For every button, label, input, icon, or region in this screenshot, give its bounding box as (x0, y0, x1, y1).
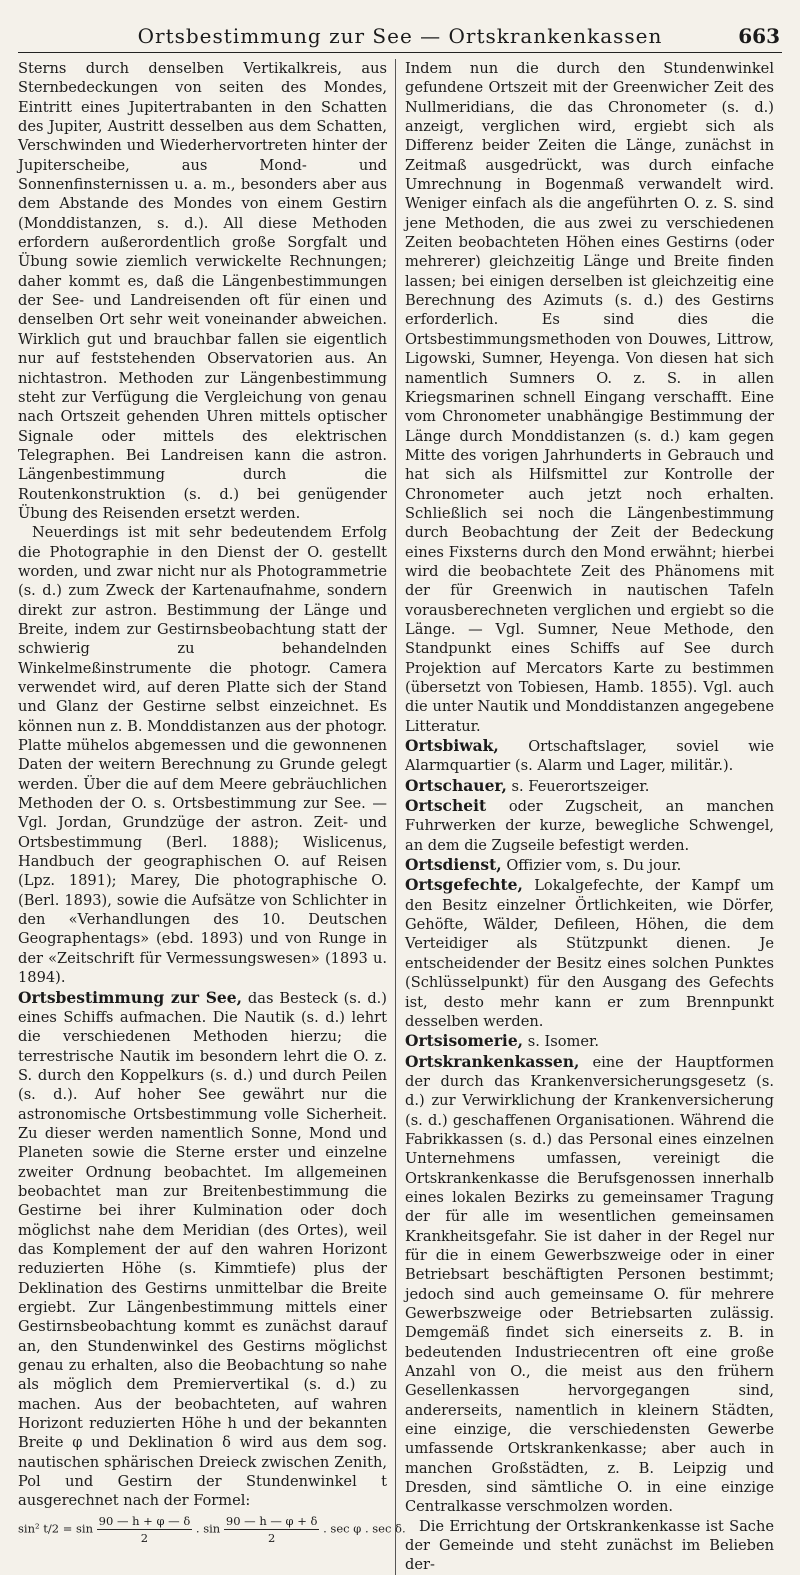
entry-ortscheit (405, 796, 774, 855)
entry-body: Offizier vom, s. Du jour. (501, 857, 682, 875)
page-number: 663 (738, 24, 780, 48)
formula-fraction (224, 1513, 320, 1546)
entry-body: oder Zugscheit, an manchen Fuhrwerken der kurze, bewegliche Schwengel, an dem die Zugseile befestigt werden. (405, 798, 774, 854)
entry-ortsisomerie (405, 1031, 774, 1051)
entry-headword: Ortschauer, (405, 775, 507, 795)
formula-mid: . sin (195, 1521, 221, 1536)
entry-body: eine der Hauptformen der durch das Krankenversicherungsgesetz (s. d.) zur Verwirklichung der Krankenversicherung (s. d.) geschaffenen Organisationen. Während die Fabrikkassen (s. d.) das Personal eines einzelnen Unternehmens umfassen, vereinigt die Ortskrankenkasse die Berufsgenossen innerhalb eines lokalen Bezirks zu gemeinsamer Tragung der für alle im wesentlichen gemeinsamen Krankheitsgefahr. Sie ist daher in der Regel nur für die in einem Gewerbszweige oder in einer Betriebsart beschäftigten Personen bestimmt; jedoch sind auch gemeinsame O. für mehrere Gewerbszweige oder Betriebsarten zulässig. Demgemäß findet sich einerseits z. B. in bedeutenden Industriecentren oft eine große Anzahl von O., die meist aus den frühern Gesellenkassen hervorgegangen sind, andererseits, namentlich in kleinern Städten, eine einzige, die verschiedensten Gewerbe umfassende Ortskrankenkasse; aber auch in manchen Großstädten, z. B. Leipzig und Dresden, sind sämtliche O. in eine einzige Centralkasse verschmolzen worden. (405, 1053, 774, 1516)
formula (18, 1513, 406, 1546)
entry-headword: Ortsdienst, (405, 855, 502, 875)
entry-headword: Ortscheit (405, 796, 487, 816)
entry-body: s. Isomer. (523, 1033, 600, 1051)
text-columns (18, 59, 782, 1575)
running-title: Ortsbestimmung zur See — Ortskrankenkassen (137, 24, 663, 48)
entry-body: Lokalgefechte, der Kampf um den Besitz einzelner Örtlichkeiten, wie Dörfer, Gehöfte, Wälder, Defileen, Höhen, die dem Verteidiger als Stützpunkt dienen. Je entscheidender der Besitz eines solchen Punktes (Schlüsselpunkt) für den Ausgang des Gefechts ist, desto mehr kann er zum Brennpunkt desselben werden. (405, 877, 774, 1030)
paragraph: Neuerdings ist mit sehr bedeutendem Erfolg die Photographie in den Dienst der O. gestellt worden, und zwar nicht nur als Photogrammetrie (s. d.) zum Zweck der Kartenaufnahme, sondern direkt zur astron. Bestimmung der Länge und Breite, indem zur Gestirnsbeobachtung statt der schwierig zu behandelnden Winkelmeßinstrumente die photogr. Camera verwendet wird, auf deren Platte sich der Stand und Glanz der Gestirne selbst einzeichnet. Es können nun z. B. Monddistanzen aus der photogr. Platte mühelos abgemessen und die gewonnenen Daten der weitern Berechnung zu Grunde gelegt werden. Über die auf dem Meere gebräuchlichen Methoden der O. s. Ortsbestimmung zur See. — Vgl. Jordan, Grundzüge der astron. Zeit- und Ortsbestimmung (Berl. 1888); Wislicenus, Handbuch der geographischen O. auf Reisen (Lpz. 1891); Marey, Die photographische O. (Berl. 1893), sowie die Aufsätze von Schlichter in den «Verhandlungen des 10. Deutschen Geographentags» (ebd. 1893) und von Runge in der «Zeitschrift für Vermessungswesen» (1893 u. 1894). (18, 524, 387, 987)
entry-ortsbiwak (405, 736, 774, 776)
paragraph: Indem nun die durch den Stundenwinkel gefundene Ortszeit mit der Greenwicher Zeit des Nullmeridians, die das Chronometer (s. d.) anzeigt, verglichen wird, ergiebt sich als Differenz beider Zeiten die Länge, zunächst in Zeitmaß ausgedrückt, was durch einfache Umrechnung in Bogenmaß verwandelt wird. Weniger einfach als die angeführten O. z. S. sind jene Methoden, die aus zwei zu verschiedenen Zeiten beobachteten Höhen eines Gestirns (oder mehrerer) gleichzeitig Länge und Breite finden lassen; bei einigen derselben ist gleichzeitig eine Berechnung des Azimuts (s. d.) des Gestirns erforderlich. Es sind dies die Ortsbestimmungsmethoden von Douwes, Littrow, Ligowski, Sumner, Heyenga. Von diesen hat sich namentlich Sumners O. z. S. in allen Kriegsmarinen schnell Eingang verschafft. Eine vom Chronometer unabhängige Bestimmung der Länge durch Monddistanzen (s. d.) kam gegen Mitte des vorigen Jahrhunderts in Gebrauch und hat sich als Hilfsmittel zur Kontrolle der Chronometer auch jetzt noch erhalten. Schließlich sei noch die Längenbestimmung durch Beobachtung der Zeit der Bedeckung eines Fixsterns durch den Mond erwähnt; hierbei wird die beobachtete Zeit des Phänomens mit der für Greenwich in nautischen Tafeln vorausberechneten verglichen und ergiebt so die Länge. — Vgl. Sumner, Neue Methode, den Standpunkt eines Schiffs auf See durch Projektion auf Mercators Karte zu bestimmen (übersetzt von Tobiesen, Hamb. 1855). Vgl. auch die unter Nautik und Monddistanzen angegebene Litteratur. (405, 60, 774, 735)
formula-numerator: 90 — h + φ — δ (98, 1513, 191, 1528)
entry-headword: Ortskrankenkassen, (405, 1051, 580, 1071)
page-header (18, 22, 782, 53)
entry-ortsdienst (405, 855, 774, 875)
entry-headword: Ortsisomerie, (405, 1031, 524, 1051)
entry-headword: Ortsbiwak, (405, 736, 499, 756)
entry-headword: Ortsbestimmung zur See, (18, 987, 243, 1007)
right-column (396, 59, 774, 1575)
formula-fraction (97, 1513, 193, 1546)
entry-ortschauer (405, 776, 774, 796)
entry-body: s. Feuerortszeiger. (506, 777, 650, 795)
formula-lhs: sin² t/2 = sin (18, 1521, 93, 1536)
entry-ortsgefechte (405, 875, 774, 1031)
formula-rhs: . sec φ . sec δ. (323, 1521, 406, 1536)
entry-headword: Ortsgefechte, (405, 875, 523, 895)
left-column (18, 59, 406, 1575)
paragraph: Die Errichtung der Ortskrankenkasse ist Sache der Gemeinde und steht zunächst im Belieben der- (405, 1517, 774, 1574)
formula-denominator: 2 (268, 1530, 276, 1545)
paragraph: Sterns durch denselben Vertikalkreis, aus Sternbedeckungen von seiten des Mondes, Eintritt eines Jupitertrabanten in den Schatten des Jupiter, Austritt desselben aus dem Schatten, Verschwinden und Wiederhervortreten hinter der Jupiterscheibe, aus Mond- und Sonnenfinsternissen u. a. m., besonders aber aus dem Abstande des Mondes von einem Gestirn (Monddistanzen, s. d.). All diese Methoden erfordern außerordentlich große Sorgfalt und Übung sowie ziemlich verwickelte Rechnungen; daher kommt es, daß die Längenbestimmungen der See- und Landreisenden oft für einen und denselben Ort sehr weit voneinander abweichen. Wirklich gut und brauchbar fallen sie eigentlich nur auf feststehenden Observatorien aus. An nichtastron. Methoden zur Längenbestimmung steht zur Verfügung die Vergleichung von genau nach Ortszeit gehenden Uhren mittels optischer Signale oder mittels des elektrischen Telegraphen. Bei Landreisen kann die astron. Längenbestimmung durch die Routenkonstruktion (s. d.) bei genügender Übung des Reisenden ersetzt werden. (18, 60, 387, 522)
entry-body: Ortschaftslager, soviel wie Alarmquartier (s. Alarm und Lager, militär.). (405, 738, 774, 775)
formula-denominator: 2 (140, 1530, 149, 1545)
entry-body: das Besteck (s. d.) eines Schiffs aufmachen. Die Nautik (s. d.) lehrt die verschiedenen Methoden hierzu; die terrestrische Nautik im besondern lehrt die O. z. S. durch den Koppelkurs (s. d.) und durch Peilen (s. d.). Auf hoher See gewährt nur die astronomische Ortsbestimmung volle Sicherheit. Zu dieser werden namentlich Sonne, Mond und Planeten sowie die Sterne erster und einzelne zweiter Ordnung beobachtet. Im allgemeinen beobachtet man zur Breitenbestimmung die Gestirne bei ihrer Kulmination oder doch möglichst nahe dem Meridian (des Ortes), weil das Komplement der auf den wahren Horizont reduzierten Höhe (s. Kimmtiefe) plus der Deklination des Gestirns unmittelbar die Breite ergiebt. Zur Längenbestimmung mittels einer Gestirnsbeobachtung kommt es zunächst darauf an, den Stundenwinkel des Gestirns möglichst genau zu erhalten, also die Beobachtung so nahe als möglich dem Premiervertikal (s. d.) zu machen. Aus der beobachteten, auf wahren Horizont reduzierten Höhe h und der bekannten Breite φ und Deklination δ wird aus dem sog. nautischen sphärischen Dreieck zwischen Zenith, Pol und Gestirn der Stundenwinkel t ausgerechnet nach der Formel: (18, 989, 387, 1510)
entry-ortskrankenkassen (405, 1052, 774, 1517)
formula-numerator: 90 — h — φ + δ (225, 1513, 318, 1528)
entry-ortsbestimmung-zur-see (18, 988, 387, 1511)
